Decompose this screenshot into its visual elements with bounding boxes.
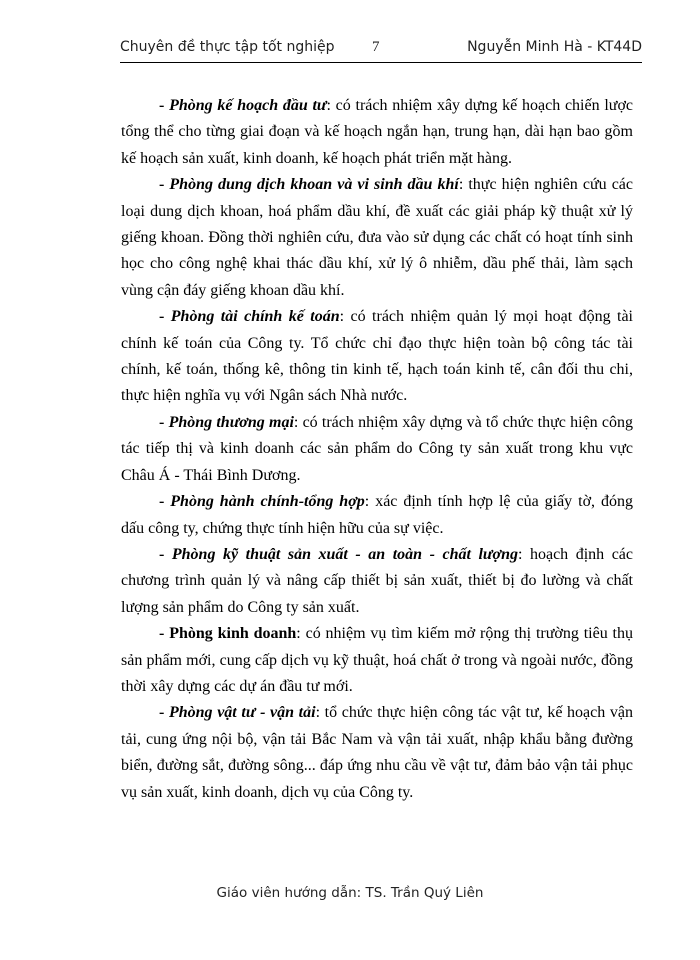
department-description: : có trách nhiệm xây dựng kế hoạch chiến lược tổng thể cho từng giai đoạn và kế hoạch ngắn hạn, trung hạn, dài hạn bao gồm kế hoạch sản xuất, kinh doanh, kế hoạch phát triển mặt hàng. xyxy=(121,97,634,167)
paragraph-ke-hoach-dau-tu xyxy=(121,93,633,172)
para-prefix: - xyxy=(159,493,171,511)
department-description: : thực hiện nghiên cứu các loại dung dịch khoan, hoá phẩm dầu khí, đề xuất các giải pháp kỹ thuật xử lý giếng khoan. Đồng thời nghiên cứu, đưa vào sử dụng các chất có hoạt tính sinh học cho công nghệ khai thác dầu khí, xử lý ô nhiễm, dầu phế thải, làm sạch vùng cận đáy giếng khoan dầu khí. xyxy=(121,176,634,299)
para-prefix: - xyxy=(159,308,171,326)
header-title: Chuyên đề thực tập tốt nghiệp xyxy=(120,39,335,55)
paragraph-kinh-doanh xyxy=(121,621,633,700)
paragraph-hanh-chinh-tong-hop xyxy=(121,489,633,542)
department-title: Phòng tài chính kế toán xyxy=(170,308,340,326)
para-prefix: - xyxy=(159,545,172,563)
department-title: Phòng dung dịch khoan và vi sinh dầu khí xyxy=(169,176,459,194)
para-prefix: - xyxy=(159,413,169,431)
para-prefix: - xyxy=(159,97,170,114)
department-title: Phòng kỹ thuật sản xuất - an toàn - chất lượng xyxy=(171,545,518,563)
paragraph-vat-tu-van-tai xyxy=(121,700,633,806)
department-description: : xác định tính hợp lệ của giấy tờ, đóng dấu công ty, chứng thực tính hiện hữu của sự việc. xyxy=(121,493,633,537)
page-header xyxy=(120,39,642,61)
para-prefix: - xyxy=(159,704,169,722)
para-prefix: - xyxy=(159,176,170,194)
department-title: Phòng hành chính-tổng hợp xyxy=(170,493,365,511)
department-description: : hoạch định các chương trình quản lý và nâng cấp thiết bị sản xuất, thiết bị đo lường và chất lượng sản phẩm do Công ty sản xuất. xyxy=(121,545,634,616)
department-title: Phòng kinh doanh xyxy=(169,625,297,643)
paragraph-tai-chinh-ke-toan xyxy=(121,304,633,410)
department-title: Phòng thương mại xyxy=(168,413,294,431)
header-author: Nguyễn Minh Hà - KT44D xyxy=(467,39,642,55)
department-title: Phòng vật tư - vận tải xyxy=(168,704,316,722)
department-description: : tổ chức thực hiện công tác vật tư, kế hoạch vận tải, cung ứng nội bộ, vận tải Bắc Nam và vận tải xuất, nhập khẩu bằng đường biển, đường sắt, đường sông... đáp ứng nhu cầu về vật tư, đảm bảo vận tải phục vụ sản xuất, kinh doanh, dịch vụ của Công ty. xyxy=(121,704,634,801)
department-description: : có trách nhiệm quản lý mọi hoạt động tài chính kế toán của Công ty. Tổ chức chỉ đạo thực hiện toàn bộ công tác tài chính, kế toán, thống kê, thông tin kinh tế, hạch toán kinh tế, cân đối thu chi, thực hiện nghĩa vụ với Ngân sách Nhà nước. xyxy=(121,308,633,405)
department-title: Phòng kế hoạch đầu tư xyxy=(169,97,327,114)
document-body xyxy=(121,93,633,806)
paragraph-thuong-mai xyxy=(121,410,633,489)
para-prefix: - xyxy=(159,625,170,643)
paragraph-dung-dich-khoan xyxy=(121,172,633,304)
department-description: : có nhiệm vụ tìm kiếm mở rộng thị trường tiêu thụ sản phẩm mới, cung cấp dịch vụ kỹ thuật, hoá chất ở trong và ngoài nước, đồng thời xây dựng các dự án đầu tư mới. xyxy=(121,625,633,695)
paragraph-ky-thuat-san-xuat xyxy=(121,542,633,621)
department-description: : có trách nhiệm xây dựng và tổ chức thực hiện công tác tiếp thị và kinh doanh các sản phẩm do Công ty sản xuất trong khu vực Châu Á - Thái Bình Dương. xyxy=(121,413,634,484)
header-rule xyxy=(120,62,642,63)
page-number: 7 xyxy=(372,39,380,55)
page-footer: Giáo viên hướng dẫn: TS. Trần Quý Liên xyxy=(216,885,484,901)
